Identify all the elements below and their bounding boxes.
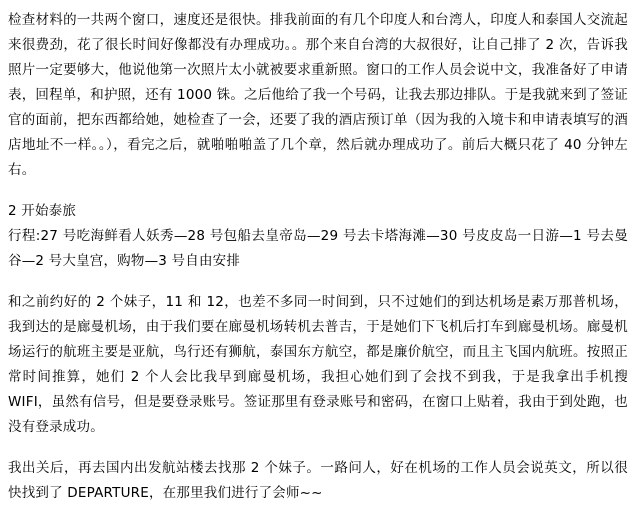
section-heading-trip: 2 开始泰旅 bbox=[8, 203, 77, 219]
paragraph-gap-2 bbox=[8, 274, 628, 290]
paragraph-intro: 检查材料的一共两个窗口，速度还是很快。排我前面的有几个印度人和台湾人，印度人和泰国人交流起来很费劲，花了很长时间好像都没有办理成功。。那个来自台湾的大叔很好，让自己排了 2 次，告诉我照片一定要够大，他说他第一次照片太小就被要求重新照。窗口的工作人员会说中文，我准备好了申请表，回程单，和护照，还有 1000 铢。之后他给了我一个号码，让我去那边排队。于是我就来到了签证官的面前，把东西都给她，她检查了一会，还要了我的酒店预订单（因为我的入境卡和申请表填写的酒店地址不一样。。），看完之后，就啪啪啪盖了几个章，然后就办理成功了。前后大概只花了 40 分钟左右。 bbox=[8, 12, 628, 178]
paragraph-airport: 和之前约好的 2 个妹子，11 和 12，也差不多同一时间到，只不过她们的到达机场是素万那普机场，我到达的是廊曼机场，由于我们要在廊曼机场转机去普吉，于是她们下飞机后打车到廊曼机场。廊曼机场运行的航班主要是亚航，鸟行还有狮航，泰国东方航空，都是廉价航空，而且主飞国内航班。按照正常时间推算，她们 2 个人会比我早到廊曼机场，我担心她们到了会找不到我，于是我拿出手机搜 WIFI，虽然有信号，但是要登录账号。签证那里有登录账号和密码，在窗口上贴着，我由于到处跑，也没有登录成功。 bbox=[8, 294, 628, 435]
paragraph-gap bbox=[8, 183, 628, 199]
paragraph-gap-3 bbox=[8, 440, 628, 456]
paragraph-departure: 我出关后，再去国内出发航站楼去找那 2 个妹子。一路问人，好在机场的工作人员会说英文，所以很快找到了 DEPARTURE，在那里我们进行了会师~~ bbox=[8, 460, 628, 501]
itinerary-line: 行程:27 号吃海鲜看人妖秀—28 号包船去皇帝岛—29 号去卡塔海滩—30 号皮皮岛一日游—1 号去曼谷—2 号大皇宫，购物—3 号自由安排 bbox=[8, 228, 628, 269]
